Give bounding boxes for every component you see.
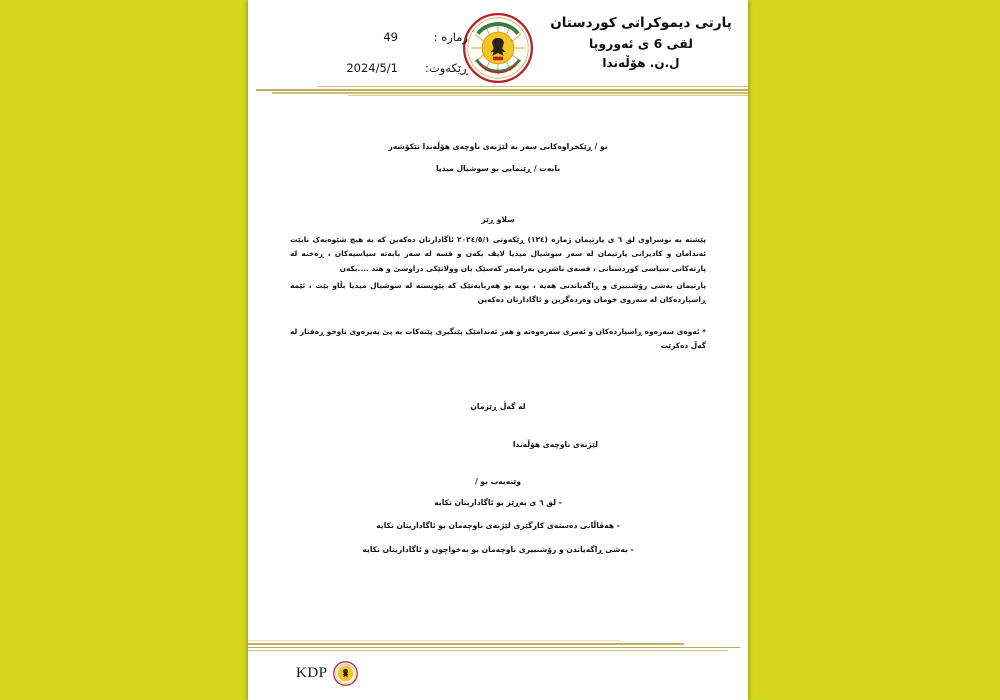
kdp-mark — [296, 661, 358, 686]
reference-number-row — [308, 30, 468, 44]
cc-list-item: - هەڤاڵانی دەستەی کارگێری لێژنەی ناوچەمان بو ئاگاداریتان تکایە — [376, 521, 620, 531]
organization-block — [546, 14, 736, 73]
org-name-line: پارتی دیموکراتی کوردستان — [550, 15, 732, 31]
signature-line: لێژنەی ناوچەی هۆڵەندا — [512, 440, 598, 449]
date-row — [308, 61, 468, 75]
document-page — [248, 0, 748, 700]
subject-recipient-line: بو / ڕێکخراوەکانی سەر بە لێژنەی ناوچەی هۆڵەندا تێکۆشەر — [388, 142, 608, 151]
body-paragraph-1: پێشتە بە نوسراوی لق ٦ ی پارتیمان ژماره (١٣٤) ڕێکەوتی ٢٠٢٤/٥/١ ئاگادارتان دەکەین کە بە هیچ شێوەیەک نابێت ئەندامان و کادیرانی پارتیمان لە سەر سوشیال میدیا لایڤ بکەن و قسە لە سەر بابەتە سیاسیەکان ، ڕەخنە لە پارتەکانی سیاسی کوردستانی ، قسەی ناشرین بەرامبەر کەسێک یان وولاتێکی دراوسێ و هتد ....بکەن — [290, 235, 706, 273]
divider-line — [272, 92, 748, 94]
letterhead — [248, 0, 748, 88]
closing-line: لە گەڵ ڕێزمان — [470, 402, 526, 411]
reference-number-value: 49 — [383, 30, 398, 44]
subject-topic-line: بابەت / ڕێنمایی بو سوشیال میدیا — [435, 164, 561, 174]
cc-list — [290, 496, 706, 566]
divider-line — [318, 86, 748, 87]
subject-block — [308, 140, 688, 185]
reference-number-label: ژماره : — [433, 30, 468, 44]
cc-list-item: - لق ٦ ی بەڕێز بو ئاگاداریتان تکایە — [434, 498, 562, 507]
org-branch-line: لقی 6 ی ئەوروپا — [589, 35, 693, 51]
kdp-seal-icon — [333, 661, 358, 686]
kdp-label: KDP — [296, 665, 328, 681]
divider-line — [256, 89, 748, 91]
date-label: ڕێکەوت: — [425, 61, 468, 75]
body-paragraph-3: * ئەوەی سەرەوە ڕاسپاردەکان و ئەمری سەرەوەتە و هەر ئەندامێک پێنگیری پێنەکات بە پێ پەیرەوی ناوخو ڕەفتار لە گەڵ دەکرێت — [290, 327, 706, 351]
letter-body — [248, 100, 748, 630]
divider-line — [348, 95, 748, 96]
divider-line — [248, 640, 620, 641]
header-divider — [248, 86, 748, 100]
cc-list-item: - بەشی ڕاگەیاندن و رۆشنبیری ناوچەمان بو بەخواچون و ئاگاداریتان تکایە — [362, 544, 634, 554]
divider-line — [248, 643, 684, 645]
cc-heading: وێنەیەب بو / — [474, 477, 522, 486]
greeting-line: سلاو ڕێز — [481, 215, 515, 224]
body-paragraph-2: پارتیمان بەشی رۆشنبیری و ڕاگەیاندنی هەیە ، بویە بو هەربابەتێک کە پێویستە لە سوشیال میدیا بڵاو بێت ، ئێمە ڕاسپاردەکان لە سەروی خومان وەردەگرین و ئاگادارتان دەکەین — [290, 281, 706, 305]
page-footer — [248, 648, 748, 688]
kdp-emblem-icon — [462, 12, 534, 84]
reference-fields — [308, 30, 468, 92]
date-value: 2024/5/1 — [346, 61, 398, 75]
org-location-line: ل.ن. هۆڵەندا — [602, 55, 680, 70]
